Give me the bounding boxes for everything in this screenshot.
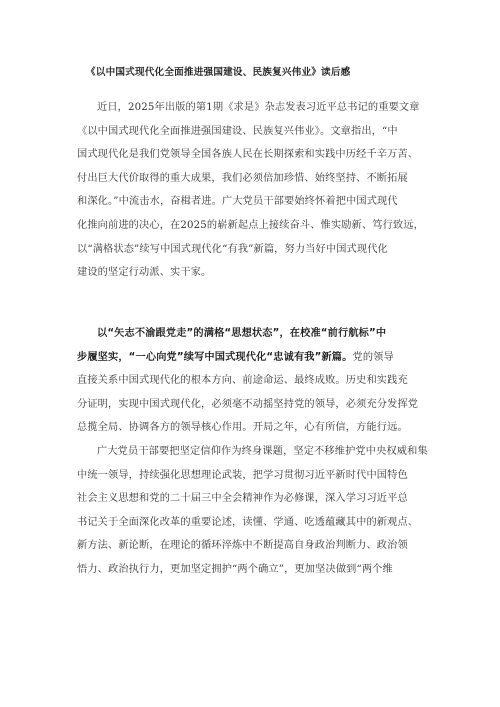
text-line: 中统一领导，持续强化思想理论武装，把学习贯彻习近平新时代中国特色 <box>77 469 408 481</box>
section-heading-line: 以“矢志不渝跟党走”的满格“思想状态”，在校准“前行航标”中 <box>97 328 387 339</box>
document-title: 《以中国式现代化全面推进强国建设、民族复兴伟业》读后感 <box>86 67 351 78</box>
section-heading-text: 步履坚实，“一心向党”续写中国式现代化“忠诚有我”新篇。 <box>77 351 353 363</box>
text-line: 悟力、政治执行力，更加坚定拥护“两个确立”，更加坚决做到“两个维 <box>77 563 393 575</box>
text-line: 国式现代化是我们党领导全国各族人民在长期探索和实践中历经千辛万苦、 <box>77 149 419 161</box>
text-line: 书记关于全面深化改革的重要论述，读懂、学通、吃透蕴藏其中的新观点、 <box>77 516 419 528</box>
text-line: 和深化。”中流击水，奋楫者进。广大党员干部要始终怀着把中国式现代 <box>77 196 398 208</box>
text-line: 以“满格状态”续写中国式现代化“有我”新篇，努力当好中国式现代化 <box>77 243 388 255</box>
text-line: 近日，2025年出版的第1期《求是》杂志发表习近平总书记的重要文章 <box>97 102 420 113</box>
paragraph-intro <box>77 96 427 285</box>
text-line: 分证明，实现中国式现代化，必须毫不动摇坚持党的领导，必须充分发挥党 <box>77 398 419 410</box>
text-line: 广大党员干部要把坚定信仰作为终身课题，坚定不移维护党中央权威和集 <box>97 445 428 457</box>
text-line: 社会主义思想和党的二十届三中全会精神作为必修课，深入学习习近平总 <box>77 493 408 505</box>
text-line: 付出巨大代价取得的重大成果，我们必须倍加珍惜、始终坚持、不断拓展 <box>77 172 408 184</box>
text-line: 《以中国式现代化全面推进强国建设、民族复兴伟业》。文章指出，“中 <box>77 125 398 137</box>
paragraph-section-one <box>77 322 427 582</box>
text-line: 建设的坚定行动派、实干家。 <box>77 267 212 279</box>
section-heading-line-mixed <box>77 346 427 370</box>
text-line: 总揽全局、协调各方的领导核心作用。开局之年，心有所信，方能行远。 <box>77 422 408 434</box>
text-fragment: 党的领导 <box>352 351 394 363</box>
text-line: 新方法、新论断，在理论的循环淬炼中不断提高自身政治判断力、政治领 <box>77 540 408 552</box>
text-line: 直接关系中国式现代化的根本方向、前途命运、最终成败。历史和实践充 <box>77 375 408 387</box>
text-line: 化推向前进的决心，在2025的崭新起点上接续奋斗、惟实励新、笃行致远， <box>77 219 424 231</box>
